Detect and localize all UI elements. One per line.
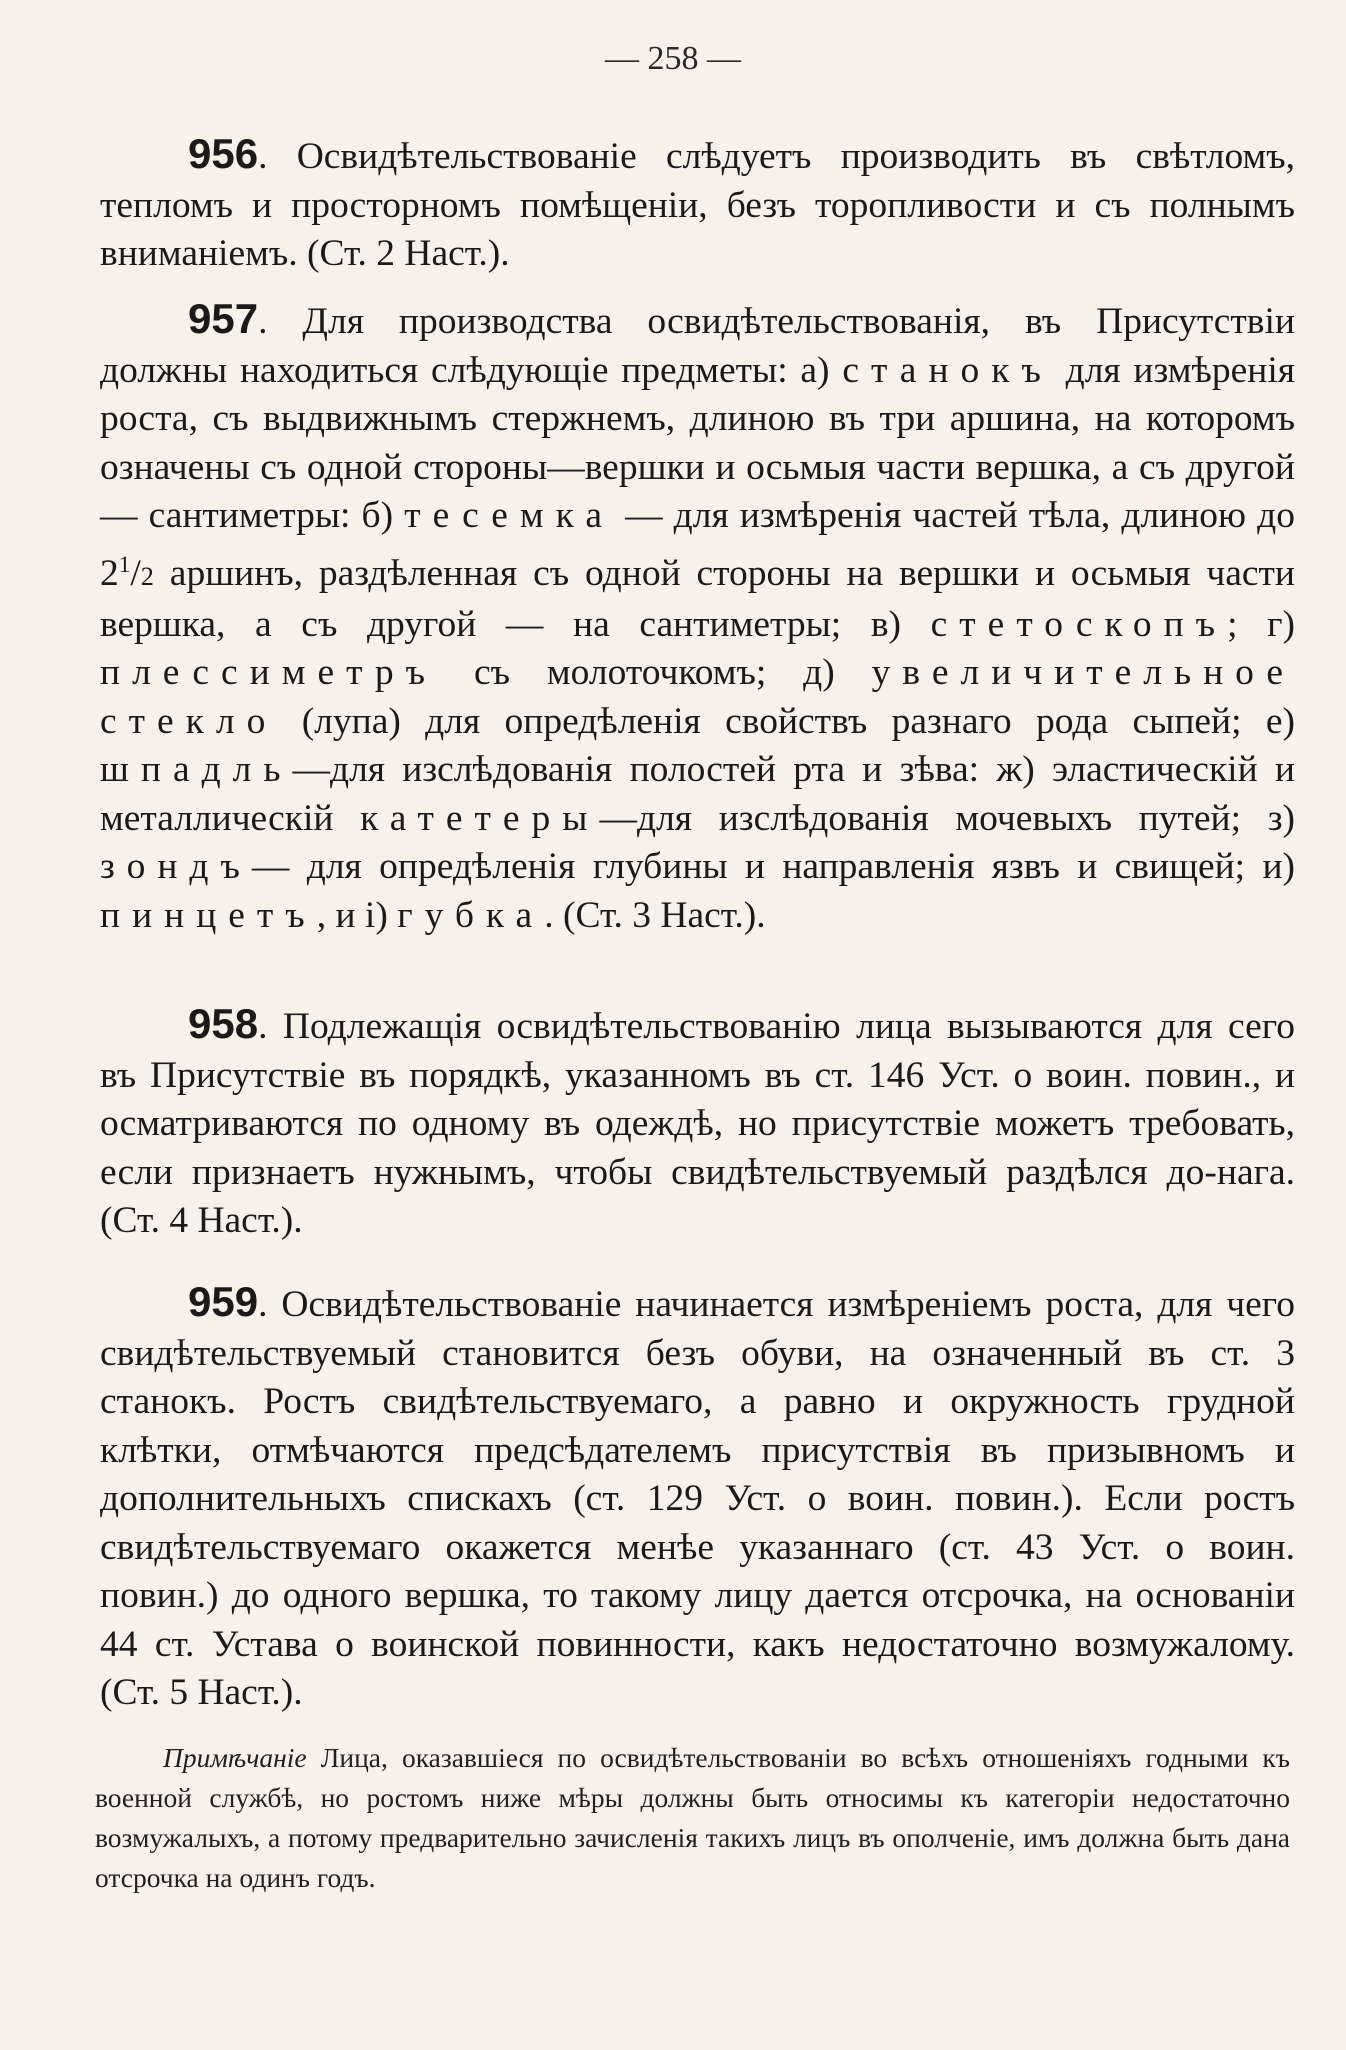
article-number: 956 xyxy=(188,130,259,177)
note-text: Лица, оказавшіеся по освидѣтельствованіи во всѣхъ отношеніяхъ годными къ военной службѣ, но ростомъ ниже мѣры должны быть относимы къ категоріи недостаточно возмужалыхъ, а потому предварительно зачисленія такихъ лицъ въ ополченіе, имъ должна быть дана отсрочка на одинъ годъ. xyxy=(95,1742,1290,1893)
term-spaced: пинцетъ xyxy=(100,894,317,936)
article-text: . Освидѣтельствованіе начинается измѣреніемъ роста, для чего свидѣтельствуемый становится безъ обуви, на означенный въ ст. 3 станокъ. Ростъ свидѣтельствуемаго, а равно и окружность грудной клѣтки, отмѣчаются предсѣдателемъ присутствія въ призывномъ и дополнительныхъ спискахъ (ст. 129 Уст. о воин. повин.). Если ростъ свидѣтельствуемаго окажется менѣе указаннаго (ст. 43 Уст. о воин. повин.) до одного вершка, то такому лицу дается отсрочка, на основаніи 44 ст. Устава о воинской повинности, какъ недостаточно возмужалому. (Ст. 5 Наст.). xyxy=(100,1284,1295,1713)
term-spaced: катетеры xyxy=(360,797,600,839)
article-text: —для изслѣдованія мочевыхъ путей; з) xyxy=(599,797,1295,839)
term-spaced: шпадль xyxy=(100,749,293,791)
article-number: 959 xyxy=(188,1278,259,1325)
article-text: . (Ст. 3 Наст.). xyxy=(544,894,766,936)
term-spaced: плессиметръ xyxy=(100,652,438,694)
article-paragraph xyxy=(100,130,1295,279)
article-956 xyxy=(100,130,1295,279)
footnote xyxy=(95,1738,1290,1898)
article-text: —для изслѣдованія полостей рта и зѣва: ж) эластическій и металлическій xyxy=(100,749,1295,839)
fraction-denominator: 2 xyxy=(140,561,154,591)
term-spaced: тесемка xyxy=(404,495,614,536)
article-text: аршинъ, раздѣленная съ одной стороны на вершки и осьмыя части вершка, а съ другой — на сантиметры; в) xyxy=(100,552,1295,645)
article-text: . Освидѣтельствованіе слѣдуетъ производить въ свѣтломъ, тепломъ и просторномъ помѣщеніи, безъ торопливости и съ полнымъ вниманіемъ. (Ст. 2 Наст.). xyxy=(100,136,1295,274)
term-spaced: губка xyxy=(397,894,545,936)
term-spaced: увеличительное стекло xyxy=(100,652,1295,742)
article-paragraph xyxy=(100,295,1295,940)
article-number: 957 xyxy=(188,295,259,342)
fraction-slash: / xyxy=(130,552,141,594)
article-text: съ молоточкомъ; д) xyxy=(437,652,872,694)
article-paragraph xyxy=(100,1278,1295,1718)
article-text: (лупа) для опредѣленія свойствъ разнаго рода сыпей; е) xyxy=(277,700,1295,742)
article-paragraph xyxy=(100,1000,1295,1246)
term-spaced: станокъ xyxy=(842,349,1053,391)
article-text: для измѣренія роста, съ выдвижнымъ стержнемъ, длиною въ три аршина, на которомъ означены съ одной стороны—вершки и осьмыя части вершка, а съ другой — сантиметры: б) xyxy=(100,349,1296,536)
term-spaced: зондъ xyxy=(100,846,252,888)
article-number: 958 xyxy=(188,1000,259,1047)
note-label: Примѣчаніе xyxy=(163,1742,307,1773)
fraction-numerator: 1 xyxy=(118,551,131,578)
article-959 xyxy=(100,1278,1295,1718)
article-text: . Для производства освидѣтельствованія, въ Присутствіи должны находиться слѣдующіе предметы: а) xyxy=(100,301,1295,391)
article-957 xyxy=(100,295,1295,940)
article-text: . Подлежащія освидѣтельствованію лица вызываются для сего въ Присутствіе въ порядкѣ, указанномъ въ ст. 146 Уст. о воин. повин., и осматриваются по одному въ одеждѣ, но присутствіе можетъ требовать, если признаетъ нужнымъ, чтобы свидѣтельствуемый раздѣлся до-нага. (Ст. 4 Наст.). xyxy=(100,1006,1295,1241)
article-text: ; г) xyxy=(1227,603,1295,645)
article-text: , и і) xyxy=(316,894,398,936)
article-text: — для опредѣленія глубины и направленія язвъ и свищей; и) xyxy=(251,846,1295,888)
term-spaced: стетоскопъ xyxy=(930,603,1228,645)
note-paragraph xyxy=(95,1738,1290,1898)
article-958 xyxy=(100,1000,1295,1246)
article-text: — для измѣренія частей тѣла, длиною до 2 xyxy=(100,495,1295,594)
page-number: — 258 — xyxy=(605,40,741,77)
